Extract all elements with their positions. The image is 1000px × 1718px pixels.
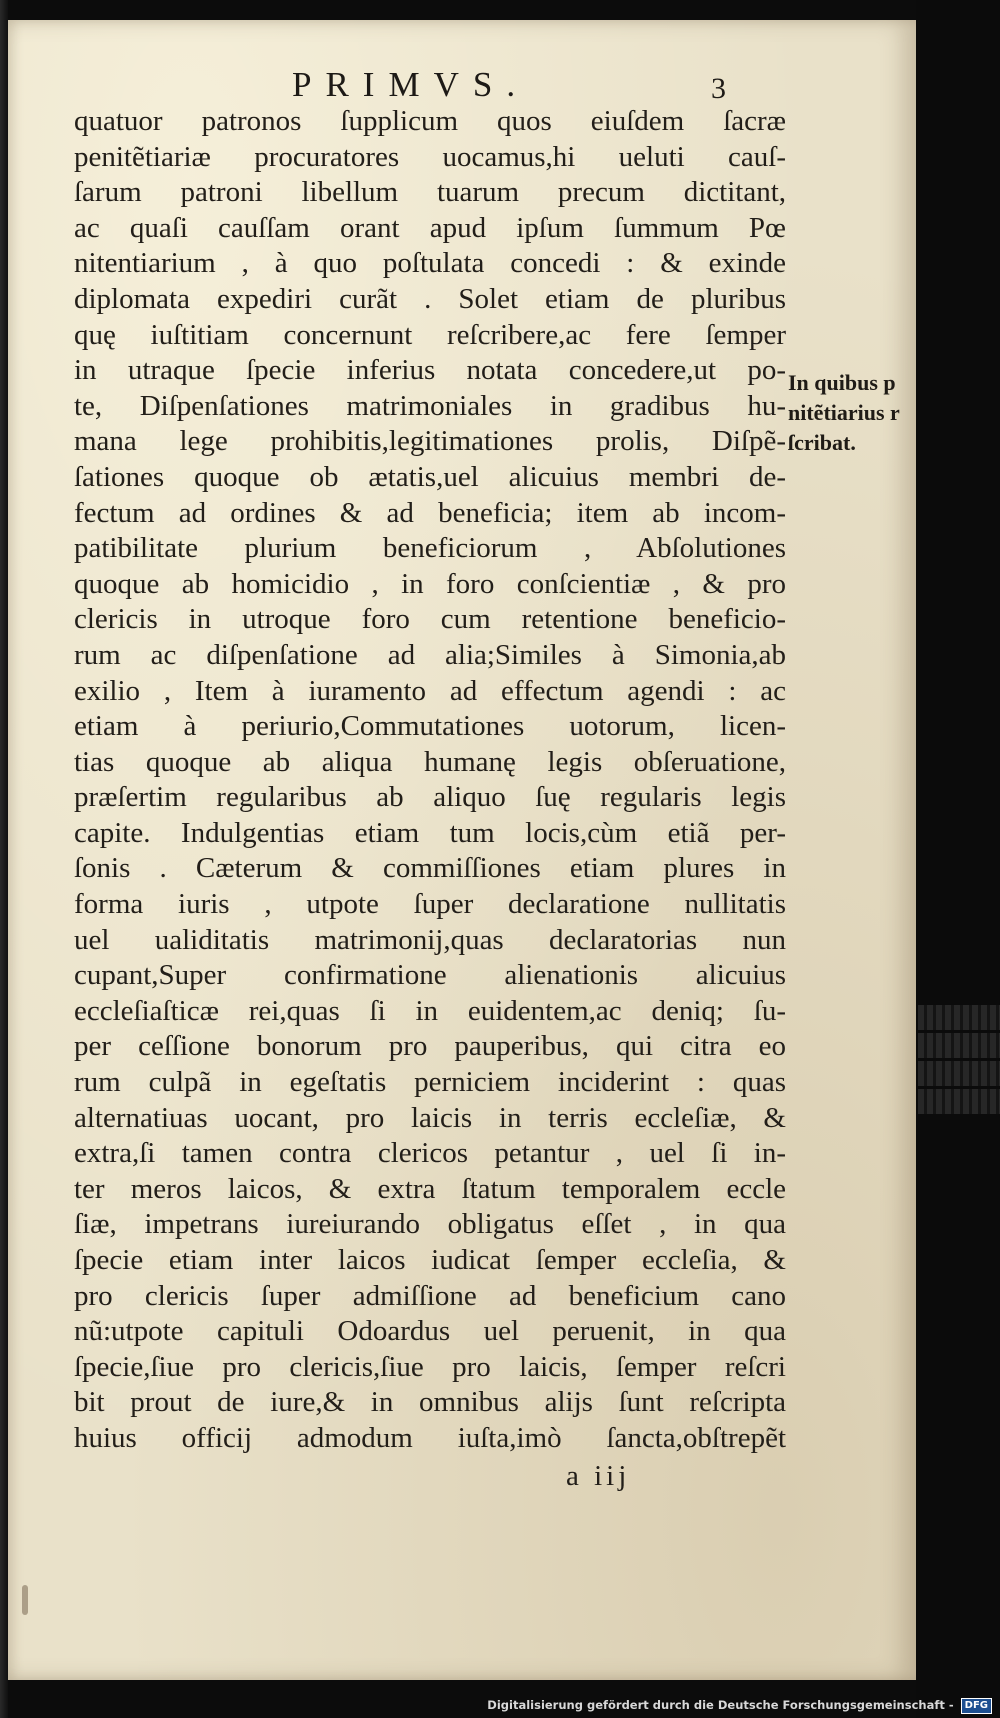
text-line: capite. Indulgentias etiam tum locis,cùm etiã per- <box>74 816 786 849</box>
text-line: eccleſiaſticæ rei,quas ſi in euidentem,ac deniq; ſu- <box>74 994 786 1027</box>
text-line: per ceſſione bonorum pro pauperibus, qui citra eo <box>74 1030 786 1063</box>
text-line: ter meros laicos, & extra ſtatum temporalem eccle <box>74 1172 786 1205</box>
facing-page-bleed <box>918 1005 1000 1115</box>
text-line: patibilitate plurium beneficiorum , Abſolutiones <box>74 532 786 565</box>
text-line: quę iuſtitiam concernunt reſcribere,ac fere ſemper <box>74 318 786 351</box>
text-line: nũ:utpote capituli Odoardus uel peruenit, in qua <box>74 1315 786 1348</box>
running-head <box>8 60 788 110</box>
text-line: fectum ad ordines & ad beneficia; item ab incom- <box>74 496 786 529</box>
text-line: clericis in utroque foro cum retentione beneficio- <box>74 603 786 636</box>
text-line: rum culpã in egeſtatis perniciem inciderint : quas <box>74 1066 786 1099</box>
signature-mark: a iij <box>566 1460 631 1492</box>
text-line: ſpecie etiam inter laicos iudicat ſemper eccleſia, & <box>74 1244 786 1276</box>
text-line: uel ualiditatis matrimonij,quas declaratorias nun <box>74 923 786 956</box>
page-number: 3 <box>711 72 726 105</box>
page-left-edge <box>0 0 8 1718</box>
text-line: huius officij admodum iuſta,imò ſancta,obſtrepẽt <box>74 1421 786 1454</box>
text-line: rum ac diſpenſatione ad alia;Similes à Simonia,ab <box>74 638 786 671</box>
text-line: quoque ab homicidio , in foro conſcientiæ , & pro <box>74 567 786 600</box>
digitization-credit <box>487 1696 992 1714</box>
margin-note-line: ſcribat. <box>788 430 856 455</box>
body-text <box>74 104 786 1457</box>
text-line: ſpecie,ſiue pro clericis,ſiue pro laicis, ſemper reſcri <box>74 1350 786 1383</box>
text-line: exilio , Item à iuramento ad effectum agendi : ac <box>74 674 786 707</box>
margin-note-line: In quibus p <box>788 370 896 395</box>
margin-note <box>788 368 928 458</box>
text-line: ſarum patroni libellum tuarum precum dictitant, <box>74 176 786 209</box>
text-line: cupant,Super confirmatione alienationis alicuius <box>74 959 786 992</box>
text-line: ac quaſi cauſſam orant apud ipſum ſummum Pœ <box>74 211 786 244</box>
text-line: te, Diſpenſationes matrimoniales in gradibus hu- <box>74 389 786 422</box>
text-line: alternatiuas uocant, pro laicis in terris eccleſiæ, & <box>74 1101 786 1134</box>
text-line: nitentiarium , à quo poſtulata concedi : & exinde <box>74 247 786 280</box>
text-line: forma iuris , utpote ſuper declaratione nullitatis <box>74 888 786 921</box>
text-line: mana lege prohibitis,legitimationes prolis, Diſpẽ- <box>74 425 786 458</box>
margin-note-line: nitẽtiarius r <box>788 400 900 425</box>
text-line: bit prout de iure,& in omnibus alijs ſunt reſcripta <box>74 1386 786 1419</box>
book-page <box>8 20 916 1680</box>
text-line: ſationes quoque ob ætatis,uel alicuius membri de- <box>74 460 786 493</box>
text-line: tias quoque ab aliqua humanę legis obſeruatione, <box>74 745 786 778</box>
text-line: etiam à periurio,Commutationes uotorum, licen- <box>74 710 786 743</box>
text-line: diplomata expediri curãt . Solet etiam de pluribus <box>74 282 786 315</box>
text-line: extra,ſi tamen contra clericos petantur , uel ſi in- <box>74 1137 786 1170</box>
text-line: in utraque ſpecie inferius notata concedere,ut po- <box>74 354 786 387</box>
credit-text: Digitalisierung gefördert durch die Deutsche Forschungsgemeinschaft - <box>487 1698 954 1712</box>
text-line: penitẽtiariæ procuratores uocamus,hi ueluti cauſ- <box>74 140 786 173</box>
text-line: præſertim regularibus ab aliquo ſuę regularis legis <box>74 781 786 814</box>
text-line: quatuor patronos ſupplicum quos eiuſdem ſacræ <box>74 105 786 137</box>
ink-smudge <box>22 1585 28 1615</box>
text-line: pro clericis ſuper admiſſione ad beneficium cano <box>74 1279 786 1312</box>
running-title: PRIMVS. <box>292 65 530 104</box>
text-line: ſiæ, impetrans iureiurando obligatus eſſet , in qua <box>74 1208 786 1241</box>
text-line: ſonis . Cæterum & commiſſiones etiam plures in <box>74 852 786 885</box>
dfg-logo: DFG <box>961 1698 992 1714</box>
scan-right-strip <box>916 0 1000 1718</box>
